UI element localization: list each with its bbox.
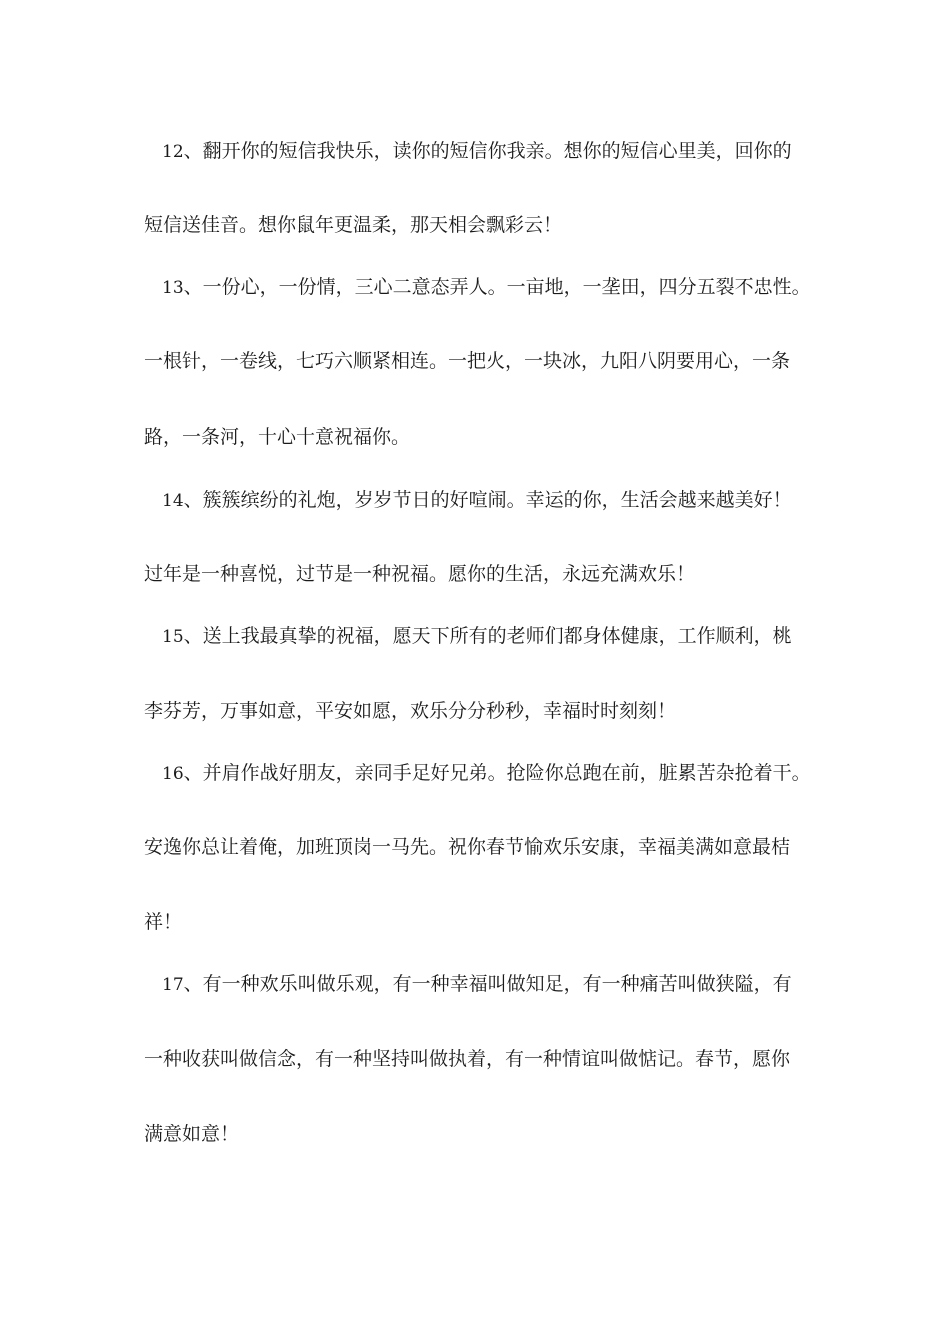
paragraph-text: 、一份心，一份情，三心二意态弄人。一亩地，一垄田，四分五裂不忠性。 <box>183 276 811 298</box>
paragraph-text: 、送上我最真挚的祝福，愿天下所有的老师们都身体健康，工作顺利，桃 <box>183 625 792 647</box>
paragraph-number: 13 <box>162 278 184 298</box>
paragraph-number: 16 <box>162 764 184 784</box>
paragraph-14-line-1 <box>162 482 842 518</box>
paragraph-17-line-1 <box>162 966 842 1002</box>
paragraph-17-line-2: 一种收获叫做信念，有一种坚持叫做执着，有一种情谊叫做惦记。春节，愿你 <box>144 1048 791 1070</box>
paragraph-12-line-2: 短信送佳音。想你鼠年更温柔，那天相会飘彩云！ <box>144 214 563 236</box>
paragraph-text: 、并肩作战好朋友，亲同手足好兄弟。抢险你总跑在前，脏累苦杂抢着干。 <box>183 762 811 784</box>
paragraph-13-line-1 <box>162 269 842 305</box>
paragraph-number: 17 <box>162 975 184 995</box>
paragraph-13-line-2: 一根针，一卷线，七巧六顺紧相连。一把火，一块冰，九阳八阴要用心，一条 <box>144 350 791 372</box>
paragraph-17-line-3: 满意如意！ <box>144 1123 240 1145</box>
paragraph-number: 14 <box>162 491 184 511</box>
paragraph-15-line-2: 李芬芳，万事如意，平安如愿，欢乐分分秒秒，幸福时时刻刻！ <box>144 700 677 722</box>
paragraph-text: 、有一种欢乐叫做乐观，有一种幸福叫做知足，有一种痛苦叫做狭隘，有 <box>183 973 792 995</box>
paragraph-12-line-1 <box>162 133 842 169</box>
paragraph-16-line-2: 安逸你总让着俺，加班顶岗一马先。祝你春节愉欢乐安康，幸福美满如意最桔 <box>144 836 791 858</box>
paragraph-number: 12 <box>162 142 184 162</box>
paragraph-16-line-3: 祥！ <box>144 911 183 933</box>
paragraph-13-line-3: 路，一条河，十心十意祝福你。 <box>144 426 411 448</box>
paragraph-14-line-2: 过年是一种喜悦，过节是一种祝福。愿你的生活，永远充满欢乐！ <box>144 563 696 585</box>
paragraph-16-line-1 <box>162 755 842 791</box>
paragraph-text: 、簇簇缤纷的礼炮，岁岁节日的好喧闹。幸运的你，生活会越来越美好！ <box>183 489 792 511</box>
paragraph-15-line-1 <box>162 618 842 654</box>
paragraph-number: 15 <box>162 627 184 647</box>
paragraph-text: 、翻开你的短信我快乐，读你的短信你我亲。想你的短信心里美，回你的 <box>183 140 792 162</box>
